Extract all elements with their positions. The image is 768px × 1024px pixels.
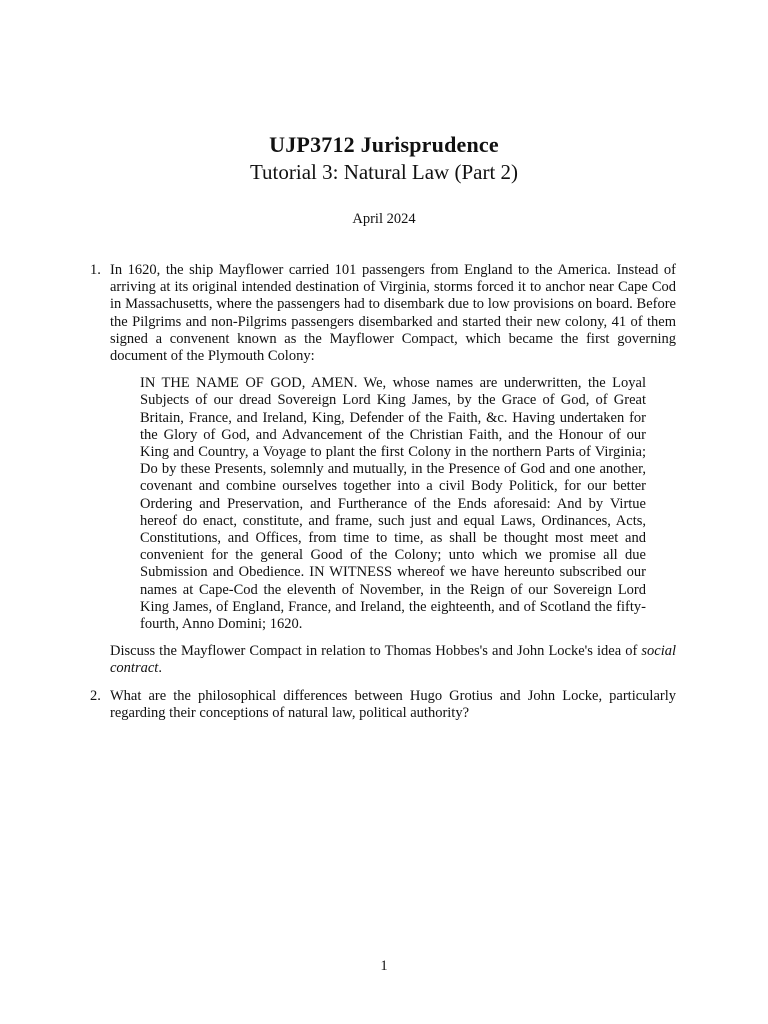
question-1-prompt-text: Discuss the Mayflower Compact in relation to Thomas Hobbes's and John Locke's idea of	[110, 643, 638, 660]
question-1	[90, 262, 676, 678]
course-title: UJP3712 Jurisprudence	[269, 132, 499, 157]
tutorial-subtitle: Tutorial 3: Natural Law (Part 2)	[249, 160, 519, 184]
social-contract-term: social contract	[110, 643, 676, 677]
question-2-text: What are the philosophical differences between Hugo Grotius and John Locke, particularly regarding their conceptions of natural law, political authority?	[110, 687, 676, 721]
question-1-intro: In 1620, the ship Mayflower carried 101 passengers from England to the America. Instead of arriving at its original intended destination of Virginia, storms forced it to anchor near Cape Cod in Massachusetts, where the passengers had to disembark due to low provisions on board. Before the Pilgrims and non-Pilgrims passengers disembarked and started their new colony, 41 of them signed a convenent known as the Mayflower Compact, which became the first governing document of the Plymouth Colony:	[110, 262, 676, 365]
question-1-prompt-end: .	[158, 660, 162, 677]
question-1-number: 1.	[90, 262, 101, 278]
question-2-number: 2.	[90, 687, 101, 704]
question-list	[90, 262, 676, 722]
document-date: April 2024	[352, 211, 416, 227]
question-1-prompt	[110, 643, 676, 677]
question-2	[90, 688, 676, 722]
page-number: 1	[380, 958, 388, 974]
mayflower-compact-quote: IN THE NAME OF GOD, AMEN. We, whose names are underwritten, the Loyal Subjects of our dread Sovereign Lord King James, by the Grace of God, of Great Britain, France, and Ireland, King, Defender of the Faith, &c. Having undertaken for the Glory of God, and Advancement of the Christian Faith, and the Honour of our King and Country, a Voyage to plant the first Colony in the northern Parts of Virginia; Do by these Presents, solemnly and mutually, in the Presence of God and one another, covenant and combine ourselves together into a civil Body Politick, for our better Ordering and Preservation, and Furtherance of the Ends aforesaid: And by Virtue hereof do enact, constitute, and frame, such just and equal Laws, Ordinances, Acts, Constitutions, and Offices, from time to time, as shall be thought most meet and convenient for the general Good of the Colony; unto which we promise all due Submission and Obedience. IN WITNESS whereof we have hereunto subscribed our names at Cape-Cod the eleventh of November, in the Reign of our Sovereign Lord King James, of England, France, and Ireland, the eighteenth, and of Scotland the fifty-fourth, Anno Domini; 1620.	[140, 375, 646, 633]
